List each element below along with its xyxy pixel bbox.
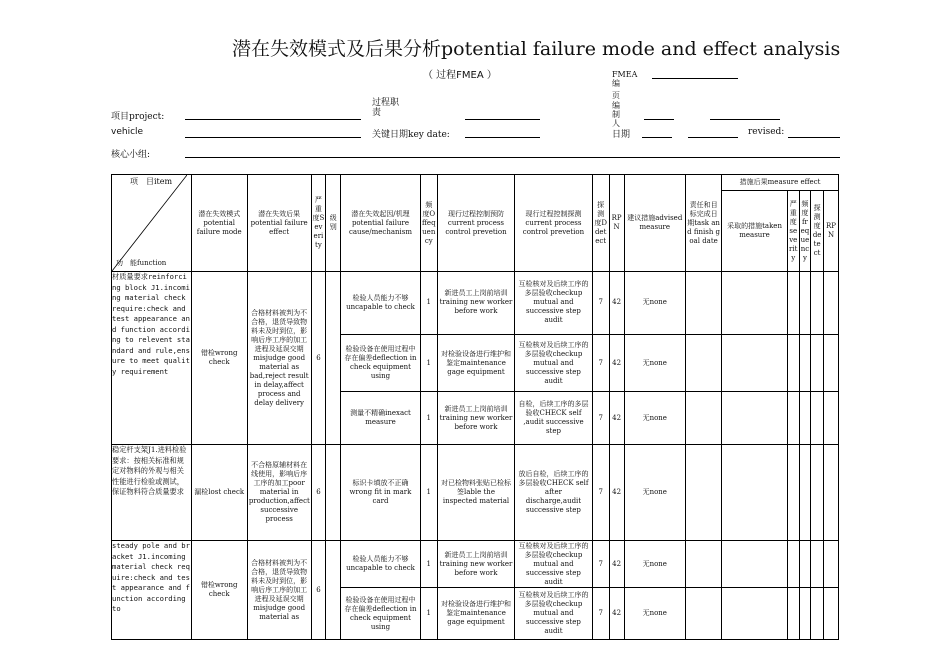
rpn-cell: 42 (609, 272, 624, 335)
detect-cell: 7 (592, 272, 609, 335)
project-label: 项目project: (111, 112, 165, 122)
task-cell (686, 392, 722, 445)
rpn2-cell (824, 334, 839, 392)
page-title: 潜在失效模式及后果分析potential failure mode and effect analysis (232, 38, 841, 60)
sev2-cell (787, 445, 799, 541)
page-label: 页 (612, 91, 620, 100)
detect-cell: 7 (592, 445, 609, 541)
key-date-field[interactable] (465, 137, 540, 138)
effect-header: 潜在失效后果potential failure effect (247, 175, 311, 272)
detect-cell: 7 (592, 392, 609, 445)
taken-measure-header: 采取的措施taken measure (722, 191, 788, 272)
sev2-cell (787, 272, 799, 335)
core-team-field[interactable] (185, 157, 840, 158)
taken-cell (722, 588, 788, 640)
severity-cell: 6 (311, 445, 326, 541)
rpn-cell: 42 (609, 588, 624, 640)
fmea-number-field[interactable] (652, 78, 738, 79)
detection-cell: 互检核对及后续工序的多层验收checkup mutual and successive step audit (515, 272, 592, 335)
task-cell (686, 588, 722, 640)
table-row (112, 272, 839, 335)
occurrence-cell: 1 (420, 392, 437, 445)
class-cell (326, 272, 341, 445)
cause-header: 潜在失效起因/机理potential failure cause/mechanism (341, 175, 421, 272)
severity-header: 严重度Severity (311, 175, 326, 272)
prevention-cell: 对已检物料张贴已检标签lable the inspected material (437, 445, 514, 541)
advised-header: 建议措施advised measure (624, 175, 686, 272)
severity2-header: 严重度severity (787, 191, 799, 272)
rpn2-cell (824, 541, 839, 588)
occurrence-cell: 1 (420, 445, 437, 541)
det2-cell (811, 445, 824, 541)
freq2-cell (799, 334, 811, 392)
advised-cell: 无none (624, 541, 686, 588)
diagonal-divider (112, 175, 187, 271)
prevention-cell: 新进员工上岗前培训training new worker before work (437, 392, 514, 445)
freq2-cell (799, 541, 811, 588)
process-resp-label: 过程职责 (372, 98, 400, 118)
detection-cell: 互检核对及后续工序的多层验收checkup mutual and successive step audit (515, 334, 592, 392)
detect-header: 探测度Ddetect (592, 175, 609, 272)
core-team-label: 核心小组: (111, 150, 151, 160)
item-function-header (112, 175, 192, 272)
class-header: 级别 (326, 175, 341, 272)
det2-cell (811, 588, 824, 640)
cause-cell: 检验设备在使用过程中存在偏差deflection in check equipment using (341, 588, 421, 640)
severity-cell: 6 (311, 272, 326, 445)
item-cell: 稳定杆支架J1.进料检验要求：按相关标准和规定对物料的外观与相关性能进行检验或测试，保证物料符合质量要求 (112, 445, 192, 541)
prevention-cell: 对检验设备进行维护和鉴定maintenance gage equipment (437, 334, 514, 392)
prepared-field[interactable] (644, 119, 674, 120)
table-row (112, 541, 839, 588)
sev2-cell (787, 392, 799, 445)
freq2-cell (799, 588, 811, 640)
failure-mode-cell: 错检wrong check (191, 541, 247, 640)
freq2-cell (799, 392, 811, 445)
taken-cell (722, 334, 788, 392)
date-field[interactable] (642, 137, 672, 138)
rpn2-header: RPN (824, 191, 839, 272)
detect-cell: 7 (592, 588, 609, 640)
fmea-number-label: FMEA编 (612, 70, 638, 88)
function-header: 功 能function (116, 259, 167, 267)
vehicle-label: vehicle (111, 127, 144, 137)
taken-cell (722, 272, 788, 335)
taken-cell (722, 541, 788, 588)
table-row (112, 445, 839, 541)
advised-cell: 无none (624, 445, 686, 541)
failure-mode-header: 潜在失效模式potential failure mode (191, 175, 247, 272)
occurrence-cell: 1 (420, 541, 437, 588)
advised-cell: 无none (624, 334, 686, 392)
item-cell: 材质量要求reinforcing block J1.incoming material check require:check and test appearance and function according to relevent standard and rule,ensure to meet quality requirement (112, 272, 192, 445)
class-cell (326, 541, 341, 640)
item-cell: steady pole and bracket J1.incoming material check require:check and test appearance and function according to (112, 541, 192, 640)
key-date-label: 关键日期key date: (372, 130, 450, 140)
rpn-cell: 42 (609, 392, 624, 445)
det2-cell (811, 541, 824, 588)
revised-label: revised: (748, 127, 785, 137)
sev2-cell (787, 588, 799, 640)
vehicle-field[interactable] (185, 137, 361, 138)
detection-cell: 自检，后续工序的多层验收CHECK self ,audit successive step (515, 392, 592, 445)
sev2-cell (787, 541, 799, 588)
fmea-table (111, 174, 839, 640)
det2-cell (811, 272, 824, 335)
page-subtitle: （ 过程FMEA ） (423, 70, 497, 81)
task-cell (686, 334, 722, 392)
revised-field[interactable] (788, 137, 840, 138)
freq2-cell (799, 445, 811, 541)
task-cell (686, 541, 722, 588)
detection-cell: 互检核对及后续工序的多层验收checkup mutual and successive step audit (515, 541, 592, 588)
occurrence-cell: 1 (420, 272, 437, 335)
detection-header: 现行过程控制探测current process control prevetion (515, 175, 592, 272)
advised-cell: 无none (624, 588, 686, 640)
cause-cell: 标识卡填放不正确wrong fit in mark card (341, 445, 421, 541)
detect-cell: 7 (592, 334, 609, 392)
project-field[interactable] (185, 119, 361, 120)
class-cell (326, 445, 341, 541)
cause-cell: 检验设备在使用过程中存在偏差deflection in check equipment using (341, 334, 421, 392)
effect-cell: 合格材料被判为不合格，退货导致物料未及时到位，影响后序工序的加工进程及延误交期misjudge good material as bad,reject result in delay,affect process and delay delivery (247, 272, 311, 445)
failure-mode-cell: 错检wrong check (191, 272, 247, 445)
prepared-field-2[interactable] (710, 119, 780, 120)
prevention-cell: 新进员工上岗前培训training new worker before work (437, 541, 514, 588)
taken-cell (722, 392, 788, 445)
rpn-cell: 42 (609, 541, 624, 588)
taken-cell (722, 445, 788, 541)
rpn2-cell (824, 588, 839, 640)
prevention-header: 现行过程控制预防current process control prevetion (437, 175, 514, 272)
rpn2-cell (824, 392, 839, 445)
effect-cell: 合格材料被判为不合格，退货导致物料未及时到位，影响后序工序的加工进程及延误交期misjudge good material as (247, 541, 311, 640)
rpn-cell: 42 (609, 334, 624, 392)
det2-cell (811, 392, 824, 445)
task-cell (686, 272, 722, 335)
task-cell (686, 445, 722, 541)
date-field-2[interactable] (688, 137, 738, 138)
occurrence-cell: 1 (420, 588, 437, 640)
frequency2-header: 频度frequency (799, 191, 811, 272)
freq2-cell (799, 272, 811, 335)
process-resp-field[interactable] (465, 119, 540, 120)
rpn2-cell (824, 272, 839, 335)
effect-cell: 不合格原辅材料在线使用，影响后序工序的加工poor material in production,affect successive process (247, 445, 311, 541)
occurrence-cell: 1 (420, 334, 437, 392)
rpn-cell: 42 (609, 445, 624, 541)
prepared-label: 编制人 (612, 101, 620, 128)
task-header: 责任和目标完成日期task and finish goal date (686, 175, 722, 272)
cause-cell: 测量不精确inexact measure (341, 392, 421, 445)
detect2-header: 探测度detect (811, 191, 824, 272)
cause-cell: 检验人员能力不够uncapable to check (341, 541, 421, 588)
measure-effect-header: 措施后果measure effect (722, 175, 839, 191)
severity-cell: 6 (311, 541, 326, 640)
detection-cell: 放后自检，后续工序的多层验收CHECK self after discharge,audit successive step (515, 445, 592, 541)
rpn-header: RPN (609, 175, 624, 272)
detection-cell: 互检核对及后续工序的多层验收checkup mutual and successive step audit (515, 588, 592, 640)
cause-cell: 检验人员能力不够uncapable to check (341, 272, 421, 335)
det2-cell (811, 334, 824, 392)
item-header: 项 目item (130, 177, 173, 186)
detect-cell: 7 (592, 541, 609, 588)
sev2-cell (787, 334, 799, 392)
advised-cell: 无none (624, 272, 686, 335)
date-label: 日期 (612, 130, 631, 140)
prevention-cell: 对检验设备进行维护和鉴定maintenance gage equipment (437, 588, 514, 640)
occurrence-header: 频度Offequency (420, 175, 437, 272)
advised-cell: 无none (624, 392, 686, 445)
prevention-cell: 新进员工上岗前培训training new worker before work (437, 272, 514, 335)
failure-mode-cell: 漏检lost check (191, 445, 247, 541)
rpn2-cell (824, 445, 839, 541)
